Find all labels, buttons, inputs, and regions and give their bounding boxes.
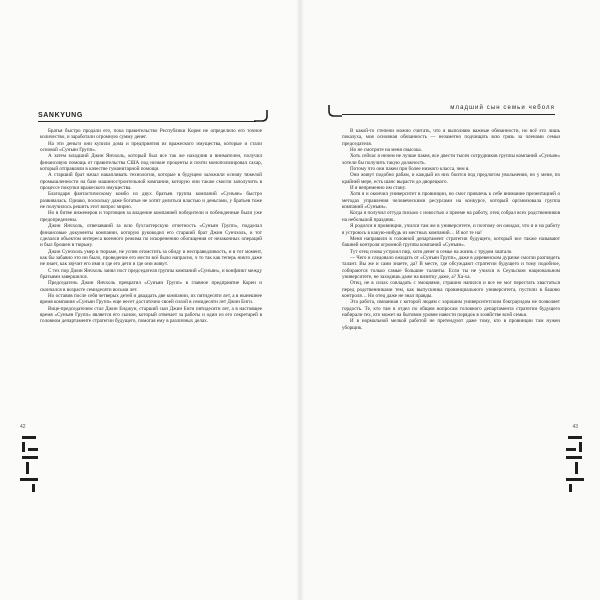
paragraph: И в нормальной мелкой работой не претендуют даже тому, кто в провинции там нужен уборщик. bbox=[342, 318, 560, 331]
paragraph: Благодаря фантастическому комбо из двух братьев группа компаний «Сунъян» быстро развивалась. Однако, поскольку даже богатые не хотят делиться властью и деньгами, у братьев тоже не получилось решить этот вопрос мирно. bbox=[40, 191, 262, 211]
paragraph: Но не смотрите на меня свысока. bbox=[350, 147, 422, 154]
book-gutter bbox=[296, 0, 304, 600]
paragraph: Хотя я и окончил университет в провинции, но смог привлечь к себе внимание презентацией о методах управления человеческими ресурсами на конкурсе, который организовала группа компаний «Сунъян». bbox=[342, 191, 560, 211]
left-text-column bbox=[40, 128, 262, 325]
margin-glyph-ornament-left bbox=[16, 434, 42, 494]
paragraph: С тех пор Джин Янчхоль занял пост председателя группы компаний «Сунъян», и конфликт между братьями завершился. bbox=[40, 267, 262, 280]
header-rule-right bbox=[342, 114, 555, 115]
running-header-right: младший сын семьи чеболя bbox=[450, 105, 555, 111]
paragraph: Джин Сунчхоль умер в тюрьме, не успев отомстить за обиду и несправедливость, и в тот момент, как бы забавно это ни было, проведение его мести всё было напрасно, ч то так как теперь никто даже не знает, как звучит его имя и где его дети и где они живут. bbox=[40, 248, 262, 268]
paragraph: А старший брат начал накапливать технологии, которые в будущем заложили основу тяжелой промышленности на базе машиностроительной компании, которую они также смогли заполучить в процессе покупки вражеского имущества. bbox=[40, 172, 262, 192]
paragraph: Джин Янчхоль, отвечавший за всю бухгалтерскую отчетность «Сунъян Групп», подделал финансовые документы компании, которую руководил его старший брат Джин Сунчхоль, и тот сделался объектом интереса военного режима по искоренению обогащения от незаконных операций и был брошен в тюрьму. bbox=[40, 223, 262, 249]
paragraph: Эта работа, связанная с которой людям с хорошим университетским бэкграундом не позволяет гордость. Те, кто там в отдел по общим вопросам головного департамента стратегии будущего набирали тех, кто может на бытовом уровне навести порядок в хозяйстве всей семьи. bbox=[342, 299, 560, 318]
running-header-left: SANKYUNG bbox=[38, 112, 83, 119]
paragraph: Потому что они пакеи при более низкого класса, чем я. bbox=[350, 166, 470, 173]
page-number-left: 42 bbox=[20, 424, 26, 430]
paragraph: Я родился в провинции, учился там же в университете, и поэтому он ожидал, что я и на работу я устроюсь в какую-нибудь из местных компаний… И вот те на! bbox=[342, 223, 560, 236]
paragraph: На эти деньги они купили дома и предприятия из вражеского имущества, которые и стали основой «Сунъян Групп». bbox=[40, 140, 262, 154]
paragraph: Хоть сейчас я ничем не лучше пакея, все двести тысяч сотрудников группы компаний «Сунъян» хотели бы получить такую должность. bbox=[342, 153, 560, 166]
margin-glyph-ornament-right bbox=[562, 434, 588, 494]
paragraph: Тут отец снова устроил пир, хотя денег в семье на жизнь с трудом хватало. bbox=[350, 248, 513, 255]
paragraph: — Чего и следовало ожидать от «Сунъян Групп», даже в деревенском дурачке смогли разглядеть талант. Вы же и сами знаете, да? В месте, где обсуждают стратегии будущего и тому подобное, собираются только самые большие таланты. Если ты не учился в Сеульском национальном университете, не заходишь даже на визитку даже, а? Ха-ха. bbox=[342, 254, 560, 280]
header-hook-ornament-left bbox=[252, 104, 272, 124]
paragraph: Меня направили в головной департамент стратегии будущего, который все также называют башней контроля огромной группы компаний «Сунъян». bbox=[342, 235, 560, 249]
paragraph: Когда я получил оттуда письмо с новостью о приеме на работу, отец собрал всех родственников на небольшой праздник. bbox=[342, 210, 560, 223]
paragraph: Но оставив после себя четверых детей и двадцать две компании, их пятидесяти лет, а в нынешнее время компания «Сунъян Групп» еще несет достаточно своей силой в семидесяти лет Джин Енги. bbox=[40, 292, 262, 306]
paragraph: Но в битве инженеров и торговцев за владение компанией победители и побежденные были уже предопределены. bbox=[40, 210, 262, 223]
paragraph: Вице-председателем стал Джин Енджун, старший сын Джин Енги пятидесяти лет, а в настоящее время «Сунъян Групп» является его сыном, который отвечает за работы и один из его секретарей в головном департаменте стратегии будущего, помогая ему в различных делах. bbox=[40, 305, 262, 325]
paragraph: Отец, не в силах совладать с эмоциями, страшно напился и все не мог перестать хвастаться перед родственниками тем, как выпускника провинциального университета, пустили в башню контроля… Но отец даже не знал правды. bbox=[342, 280, 560, 299]
paragraph: А затем младший Джин Янчхоль, который был все так же находчив и внимателен, получил финансовую помощь от правительства США под низкие проценты и почти монополизировал сахар, который отправляли в качестве гуманитарной помощи. bbox=[40, 153, 262, 173]
header-hook-ornament-right bbox=[324, 100, 344, 120]
paragraph: И я непременно им стану. bbox=[350, 185, 406, 192]
right-page bbox=[300, 0, 600, 600]
paragraph: Председатель Джин Янчхоль превратил «Сунъян Групп» в главное предприятие Кореи и скончался в возрасте семидесяти восьми лет. bbox=[40, 280, 262, 293]
paragraph: Они живут подобно рабам, и каждый из них боится под предлогом увольнения, но у меня, по крайней мере, есть шанс вырасти до дворецкого. bbox=[342, 172, 560, 185]
paragraph: Братья быстро продали его, пока правительство Республики Корея не определило его точное количество, и заработали огромную сумму денег. bbox=[40, 128, 262, 141]
header-rule-left bbox=[38, 121, 256, 122]
paragraph: В какой-то степени можно считать, что я выполняю важные обязанности, но всё это лишь показуха, моя основная обязанность — незаметно подчищать всю грязь за членами семьи председателя. bbox=[342, 128, 560, 147]
page-number-right: 43 bbox=[572, 424, 578, 430]
right-text-column bbox=[342, 128, 560, 331]
